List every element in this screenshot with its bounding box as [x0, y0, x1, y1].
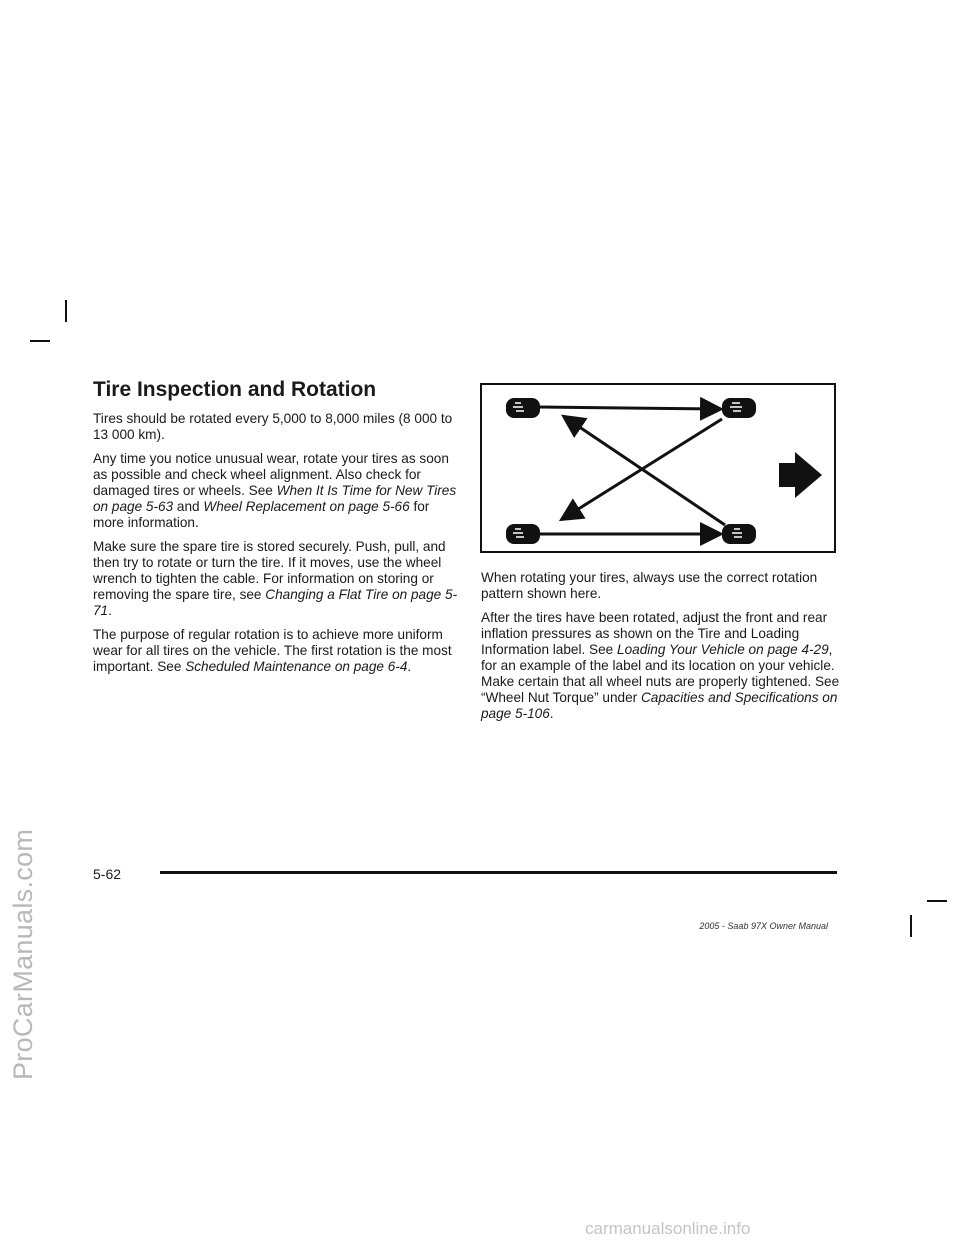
link-new-tires[interactable]: When It Is Time for New Tires on page 5-63	[93, 483, 457, 514]
right-column	[481, 570, 845, 730]
link-loading-vehicle[interactable]: Loading Your Vehicle on page 4-29	[617, 642, 829, 657]
section-title: Tire Inspection and Rotation	[93, 378, 377, 401]
link-scheduled-maintenance[interactable]: Scheduled Maintenance on page 6-4	[185, 659, 408, 674]
tire-rotation-diagram	[480, 383, 836, 553]
manual-title-footer: 2005 - Saab 97X Owner Manual	[699, 921, 828, 931]
paragraph-unusual-wear: Any time you notice unusual wear, rotate your tires as soon as possible and check wheel alignment. Also check for damaged tires or wheels. See When It Is Time for New Tires on page 5-63 and Wheel Replacement on page 5-66 for more information.	[93, 451, 457, 530]
tire-icon	[506, 524, 540, 544]
left-column	[93, 411, 463, 683]
tire-icon	[506, 398, 540, 418]
rotation-pattern-svg	[482, 385, 834, 551]
page-number: 5-62	[93, 866, 122, 882]
crop-mark	[910, 915, 912, 937]
paragraph-rotation-purpose: The purpose of regular rotation is to achieve more uniform wear for all tires on the vehicle. The first rotation is the most important. See Scheduled Maintenance on page 6-4.	[93, 627, 452, 674]
paragraph-spare-tire: Make sure the spare tire is stored securely. Push, pull, and then try to rotate or turn the tire. If it moves, use the wheel wrench to tighten the cable. For information on storing or removing the spare tire, see Changing a Flat Tire on page 5-71.	[93, 539, 458, 618]
watermark-carmanualsonline: carmanualsonline.info	[585, 1219, 751, 1238]
rotation-arrow-diagonal-up	[566, 418, 725, 525]
watermark-procarmanuals: ProCarManuals.com	[8, 828, 38, 1080]
crop-mark	[65, 300, 67, 322]
vehicle-front-arrow-icon	[779, 452, 822, 498]
paragraph-inflation-pressures: After the tires have been rotated, adjust the front and rear inflation pressures as shown on the Tire and Loading Information label. See Loading Your Vehicle on page 4-29, for an example of the label and its location on your vehicle. Make certain that all wheel nuts are properly tightened. See “Wheel Nut Torque” under Capacities and Specifications on page 5-106.	[481, 610, 840, 721]
rotation-arrow-top	[539, 407, 718, 409]
footer-rule	[160, 871, 837, 874]
link-capacities-specifications[interactable]: Capacities and Specifications on page 5-106	[481, 690, 838, 721]
tire-icon	[722, 524, 756, 544]
tire-icon	[722, 398, 756, 418]
link-wheel-replacement[interactable]: Wheel Replacement on page 5-66	[203, 499, 410, 514]
link-changing-flat-tire[interactable]: Changing a Flat Tire on page 5-71	[93, 587, 458, 618]
crop-mark	[30, 340, 50, 342]
paragraph-rotation-interval: Tires should be rotated every 5,000 to 8,000 miles (8 000 to 13 000 km).	[93, 411, 453, 442]
paragraph-rotation-pattern: When rotating your tires, always use the correct rotation pattern shown here.	[481, 570, 818, 601]
crop-mark	[927, 900, 947, 902]
